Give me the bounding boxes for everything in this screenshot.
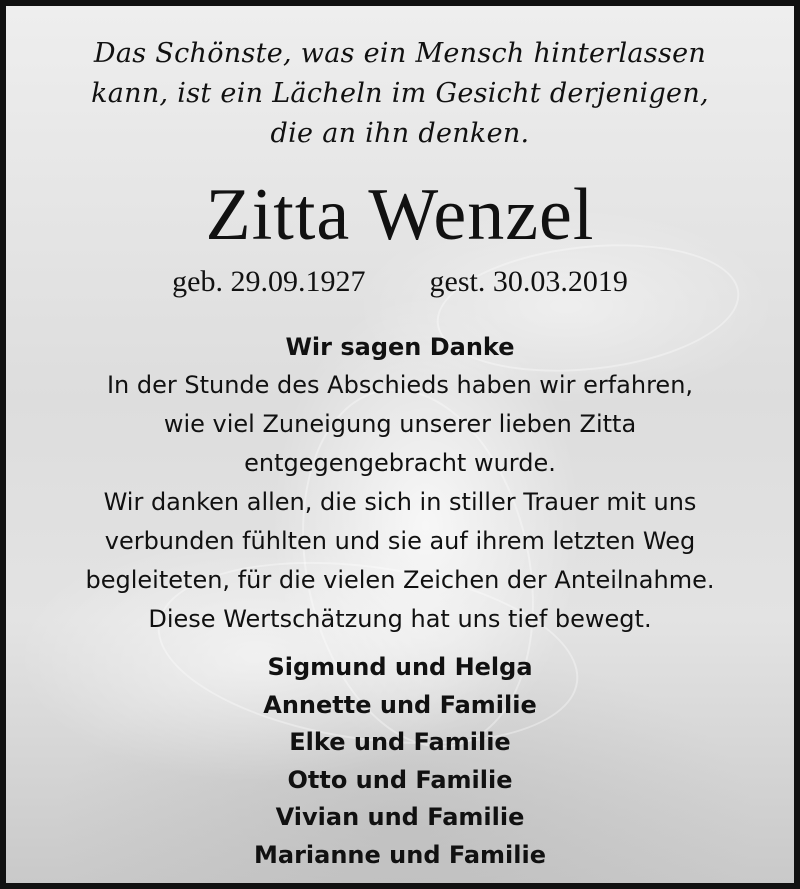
- signatures: [6, 649, 794, 874]
- signature-line: Annette und Familie: [263, 690, 537, 719]
- deceased-name: Zitta Wenzel: [205, 174, 595, 256]
- thanks-line: verbunden fühlten und sie auf ihrem letzten Weg: [104, 527, 696, 555]
- signature-line: Vivian und Familie: [275, 803, 525, 831]
- birth-date: geb. 29.09.1927: [172, 265, 366, 298]
- thanks-text: [6, 366, 794, 639]
- quote-line: die an ihn denken.: [270, 118, 530, 149]
- thanks-line: Wir danken allen, die sich in stiller Trauer mit uns: [103, 488, 697, 516]
- thanks-line: entgegengebracht wurde.: [244, 449, 556, 477]
- signature-line: Elke und Familie: [289, 728, 511, 756]
- quote-line: Das Schönste, was ein Mensch hinterlassen: [93, 38, 707, 69]
- thanks-line: In der Stunde des Abschieds haben wir erfahren,: [106, 371, 694, 399]
- quote-line: kann, ist ein Lächeln im Gesicht derjenigen,: [91, 78, 709, 109]
- death-date: gest. 30.03.2019: [429, 265, 628, 298]
- signature-line: Marianne und Familie: [254, 840, 546, 869]
- thanks-line: Diese Wertschätzung hat uns tief bewegt.: [148, 605, 652, 633]
- memorial-quote: [6, 34, 794, 154]
- thanks-line: begleiteten, für die vielen Zeichen der Anteilnahme.: [85, 566, 715, 594]
- signature-line: Sigmund und Helga: [267, 653, 533, 681]
- life-dates: [6, 262, 794, 302]
- signature-line: Otto und Familie: [287, 765, 513, 794]
- thanks-line: wie viel Zuneigung unserer lieben Zitta: [163, 410, 637, 438]
- thanks-title: Wir sagen Danke: [285, 333, 515, 361]
